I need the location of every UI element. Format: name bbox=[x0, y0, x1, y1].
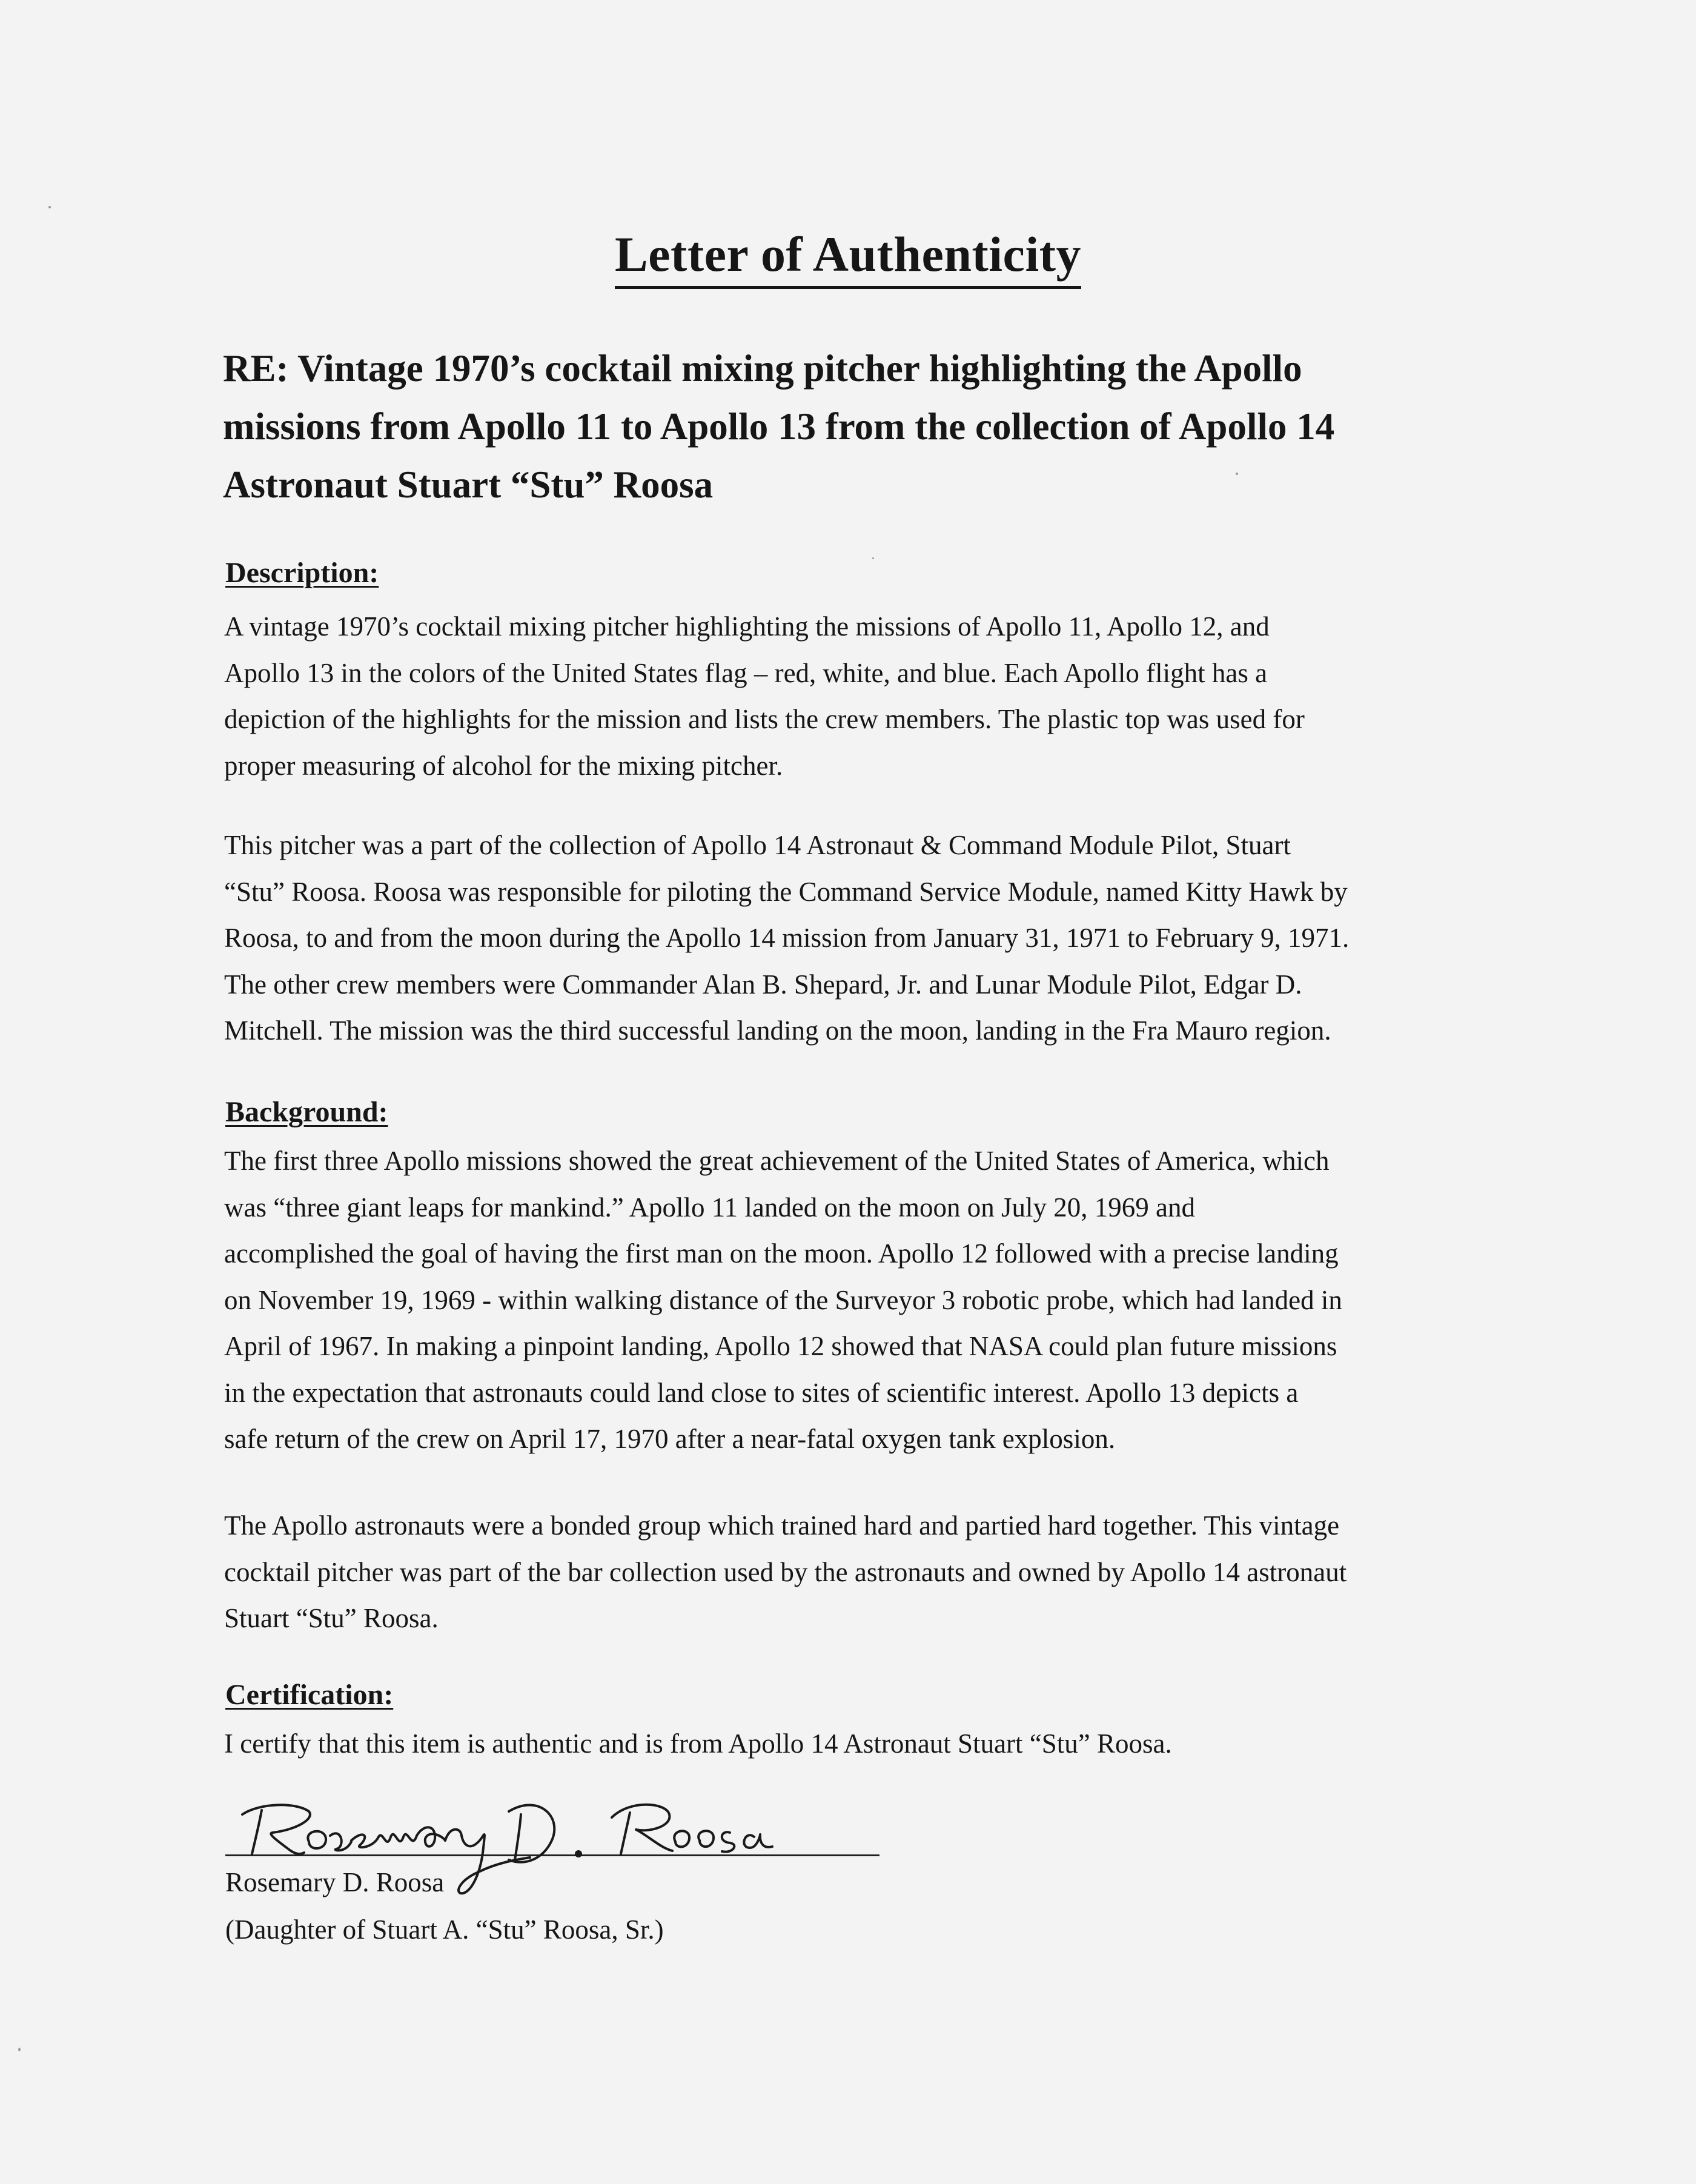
description-heading: Description: bbox=[225, 557, 379, 589]
certification-heading: Certification: bbox=[225, 1679, 394, 1711]
text-line: accomplished the goal of having the first man on the moon. Apollo 12 followed with a precise landing bbox=[224, 1238, 1339, 1269]
text-line: The first three Apollo missions showed the great achievement of the United States of America, which bbox=[224, 1146, 1330, 1176]
re-line: RE: Vintage 1970’s cocktail mixing pitcher highlighting the Apollo bbox=[223, 347, 1302, 390]
text-line: Roosa, to and from the moon during the Apollo 14 mission from January 31, 1971 to February 9, 1971. bbox=[224, 923, 1350, 953]
description-paragraph-1 bbox=[224, 603, 1545, 789]
text-line: Apollo 13 in the colors of the United States flag – red, white, and blue. Each Apollo flight has a bbox=[224, 657, 1268, 688]
re-line: Astronaut Stuart “Stu” Roosa bbox=[223, 463, 714, 506]
text-line: “Stu” Roosa. Roosa was responsible for piloting the Command Service Module, named Kitty Hawk by bbox=[224, 876, 1348, 907]
text-line: The Apollo astronauts were a bonded group which trained hard and partied hard together. This vintage bbox=[224, 1510, 1340, 1541]
signer-relation: (Daughter of Stuart A. “Stu” Roosa, Sr.) bbox=[225, 1914, 664, 1945]
document-title bbox=[0, 224, 1696, 289]
text-line: This pitcher was a part of the collection of Apollo 14 Astronaut & Command Module Pilot, Stuart bbox=[224, 830, 1291, 860]
signer-name: Rosemary D. Roosa bbox=[225, 1867, 445, 1897]
re-line: missions from Apollo 11 to Apollo 13 from the collection of Apollo 14 bbox=[223, 405, 1335, 448]
text-line: depiction of the highlights for the mission and lists the crew members. The plastic top was used for bbox=[224, 704, 1305, 734]
text-line: in the expectation that astronauts could land close to sites of scientific interest. Apollo 13 depicts a bbox=[224, 1377, 1299, 1408]
text-line: was “three giant leaps for mankind.” Apollo 11 landed on the moon on July 20, 1969 and bbox=[224, 1192, 1196, 1223]
description-paragraph-2 bbox=[224, 822, 1545, 1054]
text-line: A vintage 1970’s cocktail mixing pitcher highlighting the missions of Apollo 11, Apollo 12, and bbox=[224, 611, 1270, 642]
text-line: Mitchell. The mission was the third successful landing on the moon, landing in the Fra Mauro region. bbox=[224, 1015, 1331, 1046]
background-paragraph-2 bbox=[224, 1502, 1545, 1642]
text-line: Stuart “Stu” Roosa. bbox=[224, 1603, 439, 1633]
scan-speck bbox=[18, 2048, 21, 2051]
document-title-text: Letter of Authenticity bbox=[615, 224, 1081, 289]
scan-speck bbox=[48, 206, 51, 208]
scan-speck bbox=[872, 557, 874, 559]
background-heading: Background: bbox=[225, 1096, 388, 1128]
text-line: cocktail pitcher was part of the bar collection used by the astronauts and owned by Apollo 14 astronaut bbox=[224, 1556, 1347, 1587]
text-line: safe return of the crew on April 17, 1970 after a near-fatal oxygen tank explosion. bbox=[224, 1424, 1116, 1454]
certification-text bbox=[224, 1721, 1545, 1767]
background-paragraph-1 bbox=[224, 1138, 1545, 1462]
text-line: The other crew members were Commander Alan B. Shepard, Jr. and Lunar Module Pilot, Edgar D. bbox=[224, 969, 1302, 1000]
text-line: on November 19, 1969 - within walking distance of the Surveyor 3 robotic probe, which had landed in bbox=[224, 1284, 1342, 1315]
text-line: I certify that this item is authentic and is from Apollo 14 Astronaut Stuart “Stu” Roosa. bbox=[224, 1728, 1172, 1759]
text-line: April of 1967. In making a pinpoint landing, Apollo 12 showed that NASA could plan future missions bbox=[224, 1331, 1337, 1361]
scan-speck bbox=[1236, 473, 1238, 475]
re-subject bbox=[223, 339, 1434, 514]
text-line: proper measuring of alcohol for the mixing pitcher. bbox=[224, 750, 783, 781]
